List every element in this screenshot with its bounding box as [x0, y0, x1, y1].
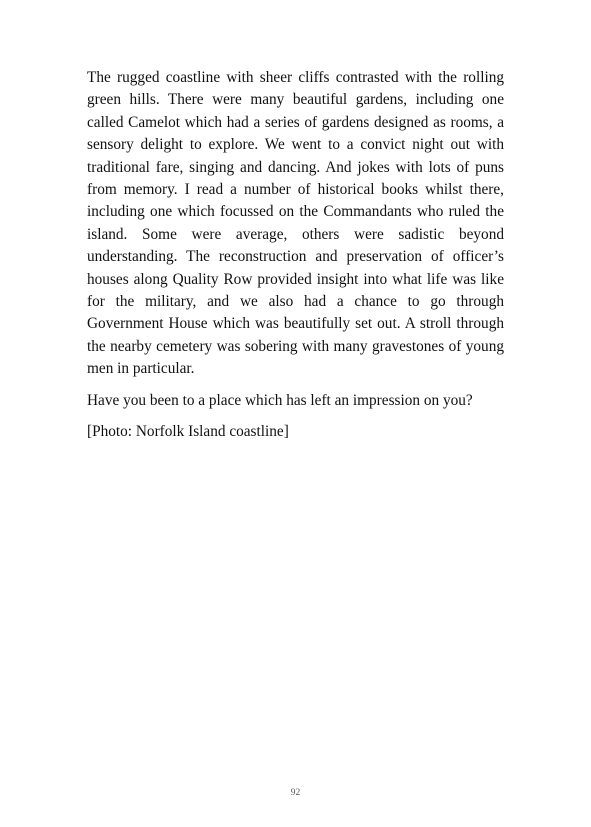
photo-caption: [Photo: Norfolk Island coastline]: [87, 423, 289, 441]
paragraph-norfolk-island-description: The rugged coastline with sheer cliffs contrasted with the rolling green hills. There were many beautiful gardens, including one called Camelot which had a series of gardens designed as rooms, a sensory delight to explore. We went to a convict night out with traditional fare, singing and dancing. And jokes with lots of puns from memory. I read a number of historical books whilst there, including one which focussed on the Commandants who ruled the island. Some were average, others were sadistic beyond understanding. The reconstruction and preservation of officer’s houses along Quality Row provided insight into what life was like for the military, and we also had a chance to go through Government House which was beautifully set out. A stroll through the nearby cemetery was sobering with many gravestones of young men in particular.: [87, 69, 504, 378]
paragraph-reader-question: Have you been to a place which has left an impression on you?: [87, 391, 473, 409]
body-text: [87, 67, 504, 444]
page-number: 92: [290, 788, 301, 798]
